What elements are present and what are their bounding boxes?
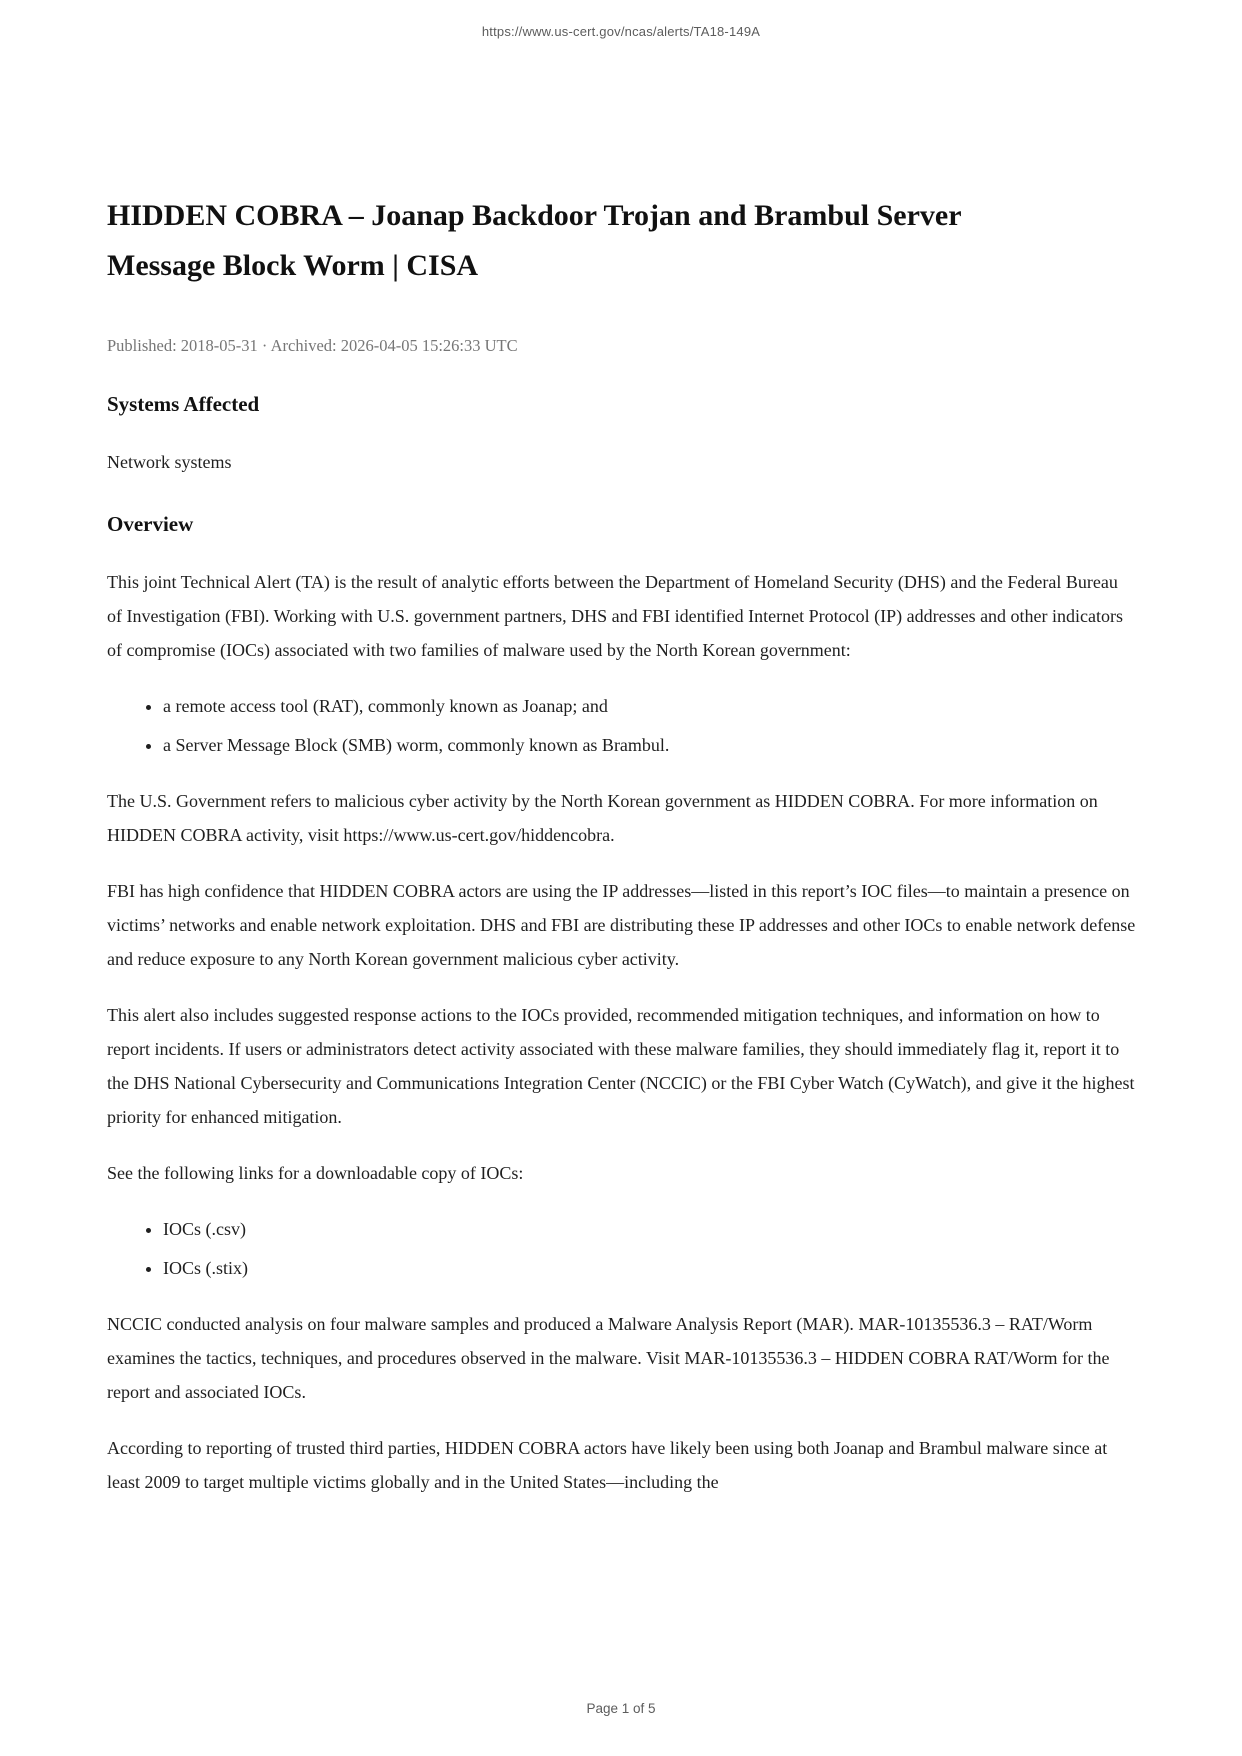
malware-families-list <box>107 689 1137 762</box>
paragraph-response-actions: This alert also includes suggested response actions to the IOCs provided, recommended mitigation techniques, and information on how to report incidents. If users or administrators detect activity associated with these malware families, they should immediately flag it, report it to the DHS National Cybersecurity and Communications Integration Center (NCCIC) or the FBI Cyber Watch (CyWatch), and give it the highest priority for enhanced mitigation. <box>107 1005 1135 1127</box>
list-item-brambul: • a Server Message Block (SMB) worm, commonly known as Brambul. <box>163 728 1137 762</box>
list-item-joanap: • a remote access tool (RAT), commonly known as Joanap; and <box>163 689 1137 723</box>
section-heading-systems-affected: Systems Affected <box>107 392 260 416</box>
paragraph-nccic-analysis: NCCIC conducted analysis on four malware samples and produced a Malware Analysis Report (MAR). MAR-10135536.3 – RAT/Worm examines the tactics, techniques, and procedures observed in the malware. Visit MAR-10135536.3 – HIDDEN COBRA RAT/Worm for the report and associated IOCs. <box>107 1314 1110 1402</box>
paragraph-intro: This joint Technical Alert (TA) is the result of analytic efforts between the Department of Homeland Security (DHS) and the Federal Bureau of Investigation (FBI). Working with U.S. government partners, DHS and FBI identified Internet Protocol (IP) addresses and other indicators of compromise (IOCs) associated with two families of malware used by the North Korean government: <box>107 572 1124 660</box>
publish-archive-meta: Published: 2018-05-31 · Archived: 2026-04-05 15:26:33 UTC <box>107 336 518 355</box>
page-number-footer: Page 1 of 5 <box>586 1701 656 1716</box>
paragraph-ioc-links-intro: See the following links for a downloadable copy of IOCs: <box>107 1163 524 1183</box>
page-title: HIDDEN COBRA – Joanap Backdoor Trojan and Brambul Server Message Block Worm | CISA <box>107 199 962 282</box>
section-heading-overview: Overview <box>107 512 194 536</box>
systems-affected-body: Network systems <box>107 452 232 472</box>
article-content <box>107 0 1137 1521</box>
paragraph-fbi-confidence: FBI has high confidence that HIDDEN COBRA actors are using the IP addresses—listed in this report’s IOC files—to maintain a presence on victims’ networks and enable network exploitation. DHS and FBI are distributing these IP addresses and other IOCs to enable network defense and reduce exposure to any North Korean government malicious cyber activity. <box>107 881 1136 969</box>
paragraph-hidden-cobra: The U.S. Government refers to malicious cyber activity by the North Korean government as HIDDEN COBRA. For more information on HIDDEN COBRA activity, visit https://www.us-cert.gov/hiddencobra. <box>107 791 1098 845</box>
list-item-iocs-stix: • IOCs (.stix) <box>163 1251 1137 1285</box>
ioc-downloads-list <box>107 1212 1137 1285</box>
list-item-iocs-csv: • IOCs (.csv) <box>163 1212 1137 1246</box>
print-header-url: https://www.us-cert.gov/ncas/alerts/TA18-149A <box>481 24 761 39</box>
paragraph-third-party-reporting: According to reporting of trusted third parties, HIDDEN COBRA actors have likely been using both Joanap and Brambul malware since at least 2009 to target multiple victims globally and in the United States—including the <box>107 1438 1108 1492</box>
